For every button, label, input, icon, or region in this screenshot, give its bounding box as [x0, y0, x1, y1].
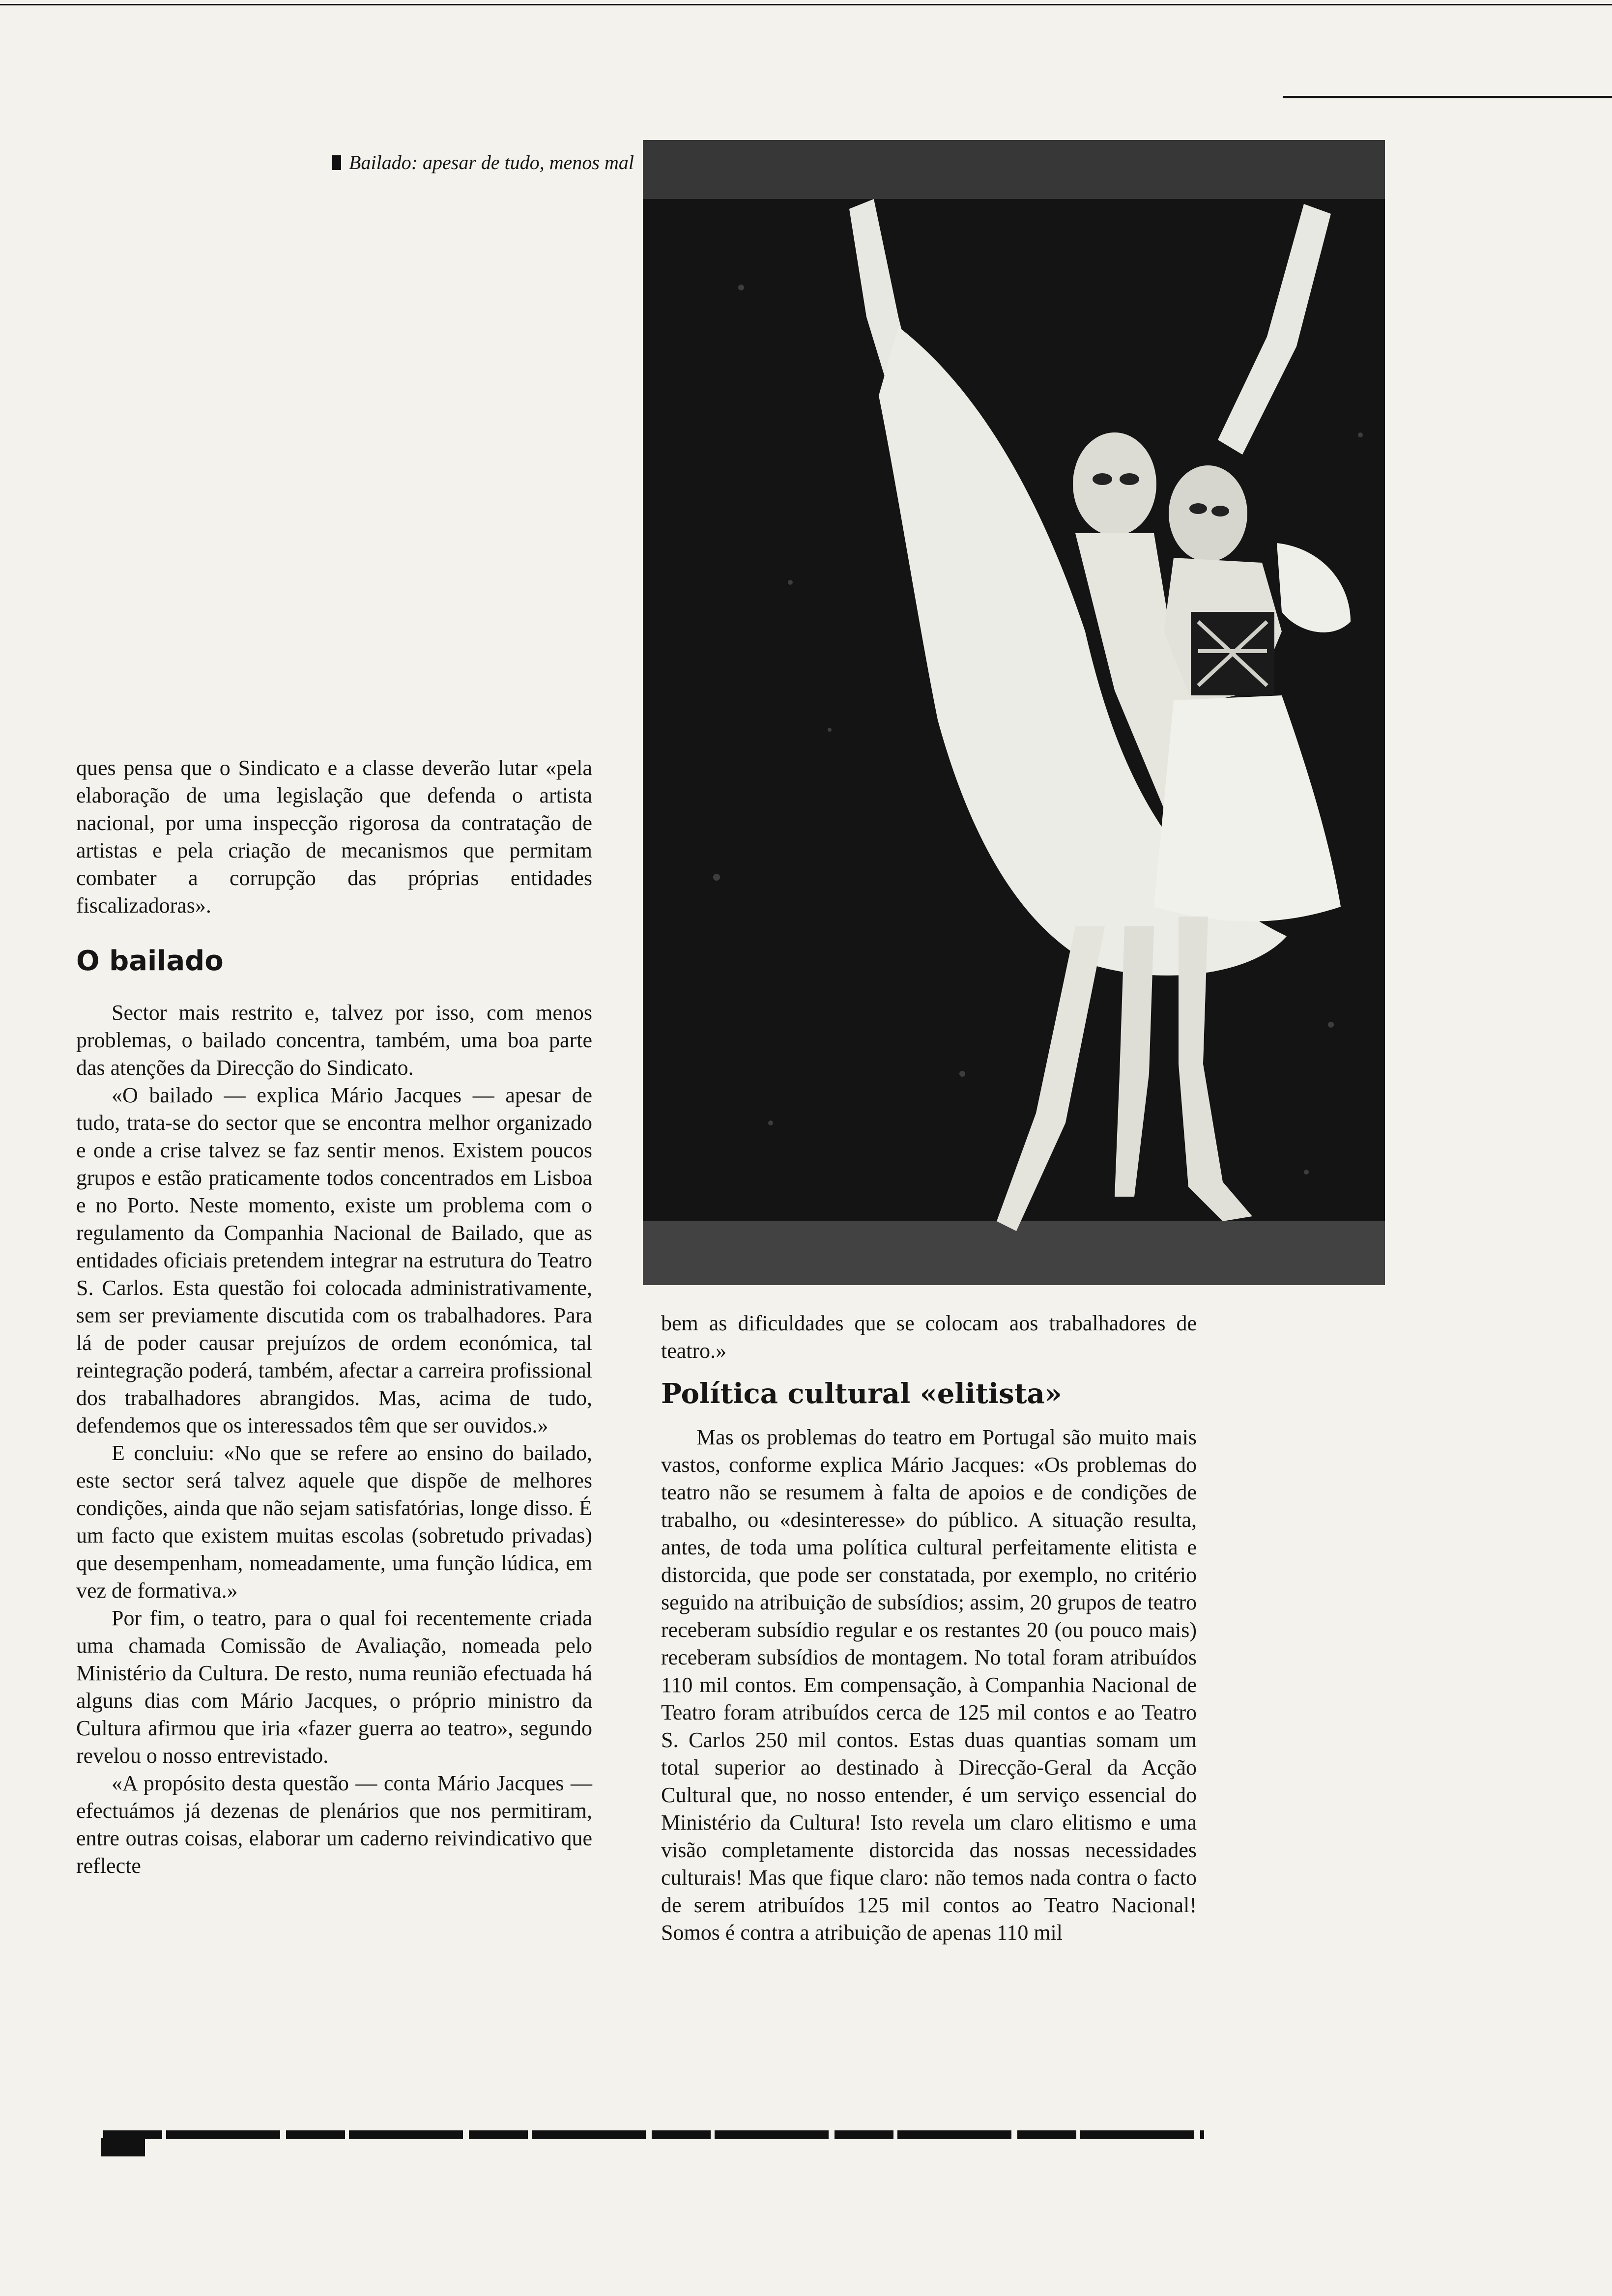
top-rule-2	[1283, 96, 1612, 98]
footer-mark	[101, 2138, 145, 2156]
top-rule-1	[0, 4, 1612, 5]
ballet-dancers-photo	[643, 140, 1385, 1285]
section-heading-bailado: O bailado	[76, 945, 224, 977]
section-heading-politica-cultural: Política cultural «elitista»	[661, 1378, 1062, 1410]
photo-caption	[246, 150, 634, 175]
paragraph: E concluiu: «No que se refere ao ensino do bailado, este sector será talvez aquele que dispõe de melhores condições, ainda que não sejam satisfatórias, longe disso. É um facto que existem muitas escolas (sobretudo privadas) que desempenham, nomeadamente, uma função lúdica, em vez de formativa.»	[76, 1441, 592, 1603]
paragraph: Por fim, o teatro, para o qual foi recentemente criada uma chamada Comissão de Avaliação, nomeada pelo Ministério da Cultura. De resto, numa reunião efectuada há alguns dias com Mário Jacques, o próprio ministro da Cultura afirmou que iria «fazer guerra ao teatro», segundo revelou o nosso entrevistado.	[76, 1606, 592, 1768]
caption-bullet-icon	[332, 155, 341, 170]
paragraph: «O bailado — explica Mário Jacques — apesar de tudo, trata-se do sector que se encontra melhor organizado e onde a crise talvez se faz sentir menos. Existem poucos grupos e estão praticamente todos concentrados em Lisboa e no Porto. Neste momento, existe um problema com o regulamento da Companhia Nacional de Bailado, que as entidades oficiais pretendem integrar na estrutura do Teatro S. Carlos. Esta questão foi colocada administrativamente, sem ser previamente discutida com os trabalhadores. Para lá de poder causar prejuízos de ordem económica, tal reintegração poderá, também, afectar a carreira profissional dos trabalhadores abrangidos. Mas, acima de tudo, defendemos que os interessados têm que ser ouvidos.»	[76, 1083, 592, 1437]
caption-text: Bailado: apesar de tudo, menos mal	[349, 151, 634, 173]
article-column-left	[76, 754, 592, 1880]
footer-rule	[103, 2130, 1204, 2139]
article-column-right	[661, 1310, 1197, 1947]
paragraph-intro: ques pensa que o Sindicato e a classe deverão lutar «pela elaboração de uma legislação que defenda o artista nacional, por uma inspecção rigorosa da contratação de artistas e pela criação de mecanismos que permitam combater a corrupção das próprias entidades fiscalizadoras».	[76, 756, 592, 918]
paragraph: «A propósito desta questão — conta Mário Jacques — efectuámos já dezenas de plenários que nos permitiram, entre outras coisas, elaborar um caderno reivindicativo que reflecte	[76, 1771, 592, 1878]
paragraph: Sector mais restrito e, talvez por isso, com menos problemas, o bailado concentra, também, uma boa parte das atenções da Direcção do Sindicato.	[76, 1001, 592, 1080]
paragraph: Mas os problemas do teatro em Portugal são muito mais vastos, conforme explica Mário Jacques: «Os problemas do teatro não se resumem à falta de apoios e de condições de trabalho, ou «desinteresse» do público. A situação resulta, antes, de toda uma política cultural perfeitamente elitista e distorcida, que pode ser constatada, por exemplo, no critério seguido na atribuição de subsídios; assim, 20 grupos de teatro receberam subsídio regular e os restantes 20 (ou pouco mais) receberam subsídios de montagem. No total foram atribuídos 110 mil contos. Em compensação, à Companhia Nacional de Teatro foram atribuídos cerca de 125 mil contos e ao Teatro S. Carlos 250 mil contos. Estas duas quantias somam um total superior ao destinado à Direcção-Geral da Acção Cultural que, no nosso entender, é um serviço essencial do Ministério da Cultura! Isto revela um claro elitismo e uma visão completamente distorcida das nossas necessidades culturais! Mas que fique claro: não temos nada contra o facto de serem atribuídos 125 mil contos ao Teatro Nacional! Somos é contra a atribuição de apenas 110 mil	[661, 1425, 1197, 1945]
paragraph-continuation: bem as dificuldades que se colocam aos trabalhadores de teatro.»	[661, 1311, 1197, 1363]
